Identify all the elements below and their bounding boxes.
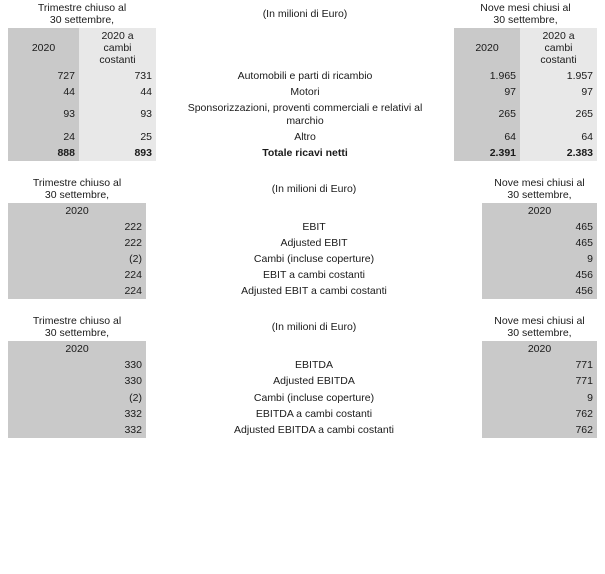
table1-r0-nconst: 1.957	[520, 68, 597, 84]
table1-r3-label: Altro	[164, 129, 446, 145]
table1-header-quarter-line2: 30 settembre,	[49, 14, 115, 27]
table1-r3-qconst: 25	[79, 129, 156, 145]
table1-subheader-n-constant-line3: costanti	[540, 54, 577, 67]
table3-gap-left	[146, 341, 154, 357]
table3-r0-q2020: 330	[8, 357, 146, 373]
table2-r2-gapl	[146, 251, 154, 267]
table2-r4-label: Adjusted EBIT a cambi costanti	[154, 283, 474, 299]
table2-header-quarter-line2: 30 settembre,	[44, 188, 110, 201]
table3-r3-gapr	[474, 406, 482, 422]
table3-r2-gapr	[474, 390, 482, 406]
table1-r4-label: Totale ricavi netti	[164, 145, 446, 161]
table3-r4-n2020: 762	[482, 422, 597, 438]
table-row	[8, 390, 597, 406]
table3-r0-gapl	[146, 357, 154, 373]
table3-header-quarter-line2: 30 settembre,	[44, 327, 110, 340]
table2-r2-q2020: (2)	[8, 251, 146, 267]
table3-r1-q2020: 330	[8, 373, 146, 389]
table2-r4-q2020: 224	[8, 283, 146, 299]
table2-header-nine-line1: Nove mesi chiusi al	[494, 176, 585, 189]
table2-r1-label: Adjusted EBIT	[154, 235, 474, 251]
table1-r3-nconst: 64	[520, 129, 597, 145]
table3-r2-n2020: 9	[482, 390, 597, 406]
table3-r3-q2020: 332	[8, 406, 146, 422]
table1-header-quarter-line1: Trimestre chiuso al	[37, 2, 127, 14]
table-gap-1	[0, 161, 605, 175]
table2-r0-q2020: 222	[8, 219, 146, 235]
table2-header-quarter-line1: Trimestre chiuso al	[32, 176, 122, 189]
table1-header-quarter	[8, 0, 156, 28]
table-row	[8, 129, 597, 145]
table3-r1-gapl	[146, 373, 154, 389]
table2-header-row	[8, 175, 597, 203]
table1-subheader-n-constant	[520, 28, 597, 68]
table2-r1-gapr	[474, 235, 482, 251]
table1-r2-q2020: 93	[8, 100, 79, 128]
table-row	[8, 100, 597, 128]
table-row	[8, 373, 597, 389]
table2-r3-n2020: 456	[482, 267, 597, 283]
table1-r2-gapr	[446, 100, 454, 128]
table2-gap-right	[474, 203, 482, 219]
table-row	[8, 406, 597, 422]
table3-header-nine-line1: Nove mesi chiusi al	[494, 315, 585, 328]
table1-r4-q2020: 888	[8, 145, 79, 161]
table2-r3-label: EBIT a cambi costanti	[154, 267, 474, 283]
table3-r4-q2020: 332	[8, 422, 146, 438]
table-row	[8, 357, 597, 373]
revenue-table	[8, 0, 597, 161]
table-row	[8, 84, 597, 100]
table1-header-nine-line1: Nove mesi chiusi al	[480, 2, 571, 14]
table1-subheader-q-constant	[79, 28, 156, 68]
table-row	[8, 267, 597, 283]
table1-r1-n2020: 97	[454, 84, 520, 100]
table2-r0-gapl	[146, 219, 154, 235]
table-gap-2	[0, 299, 605, 313]
table2-r3-q2020: 224	[8, 267, 146, 283]
table2-r0-label: EBIT	[154, 219, 474, 235]
table2-r4-gapr	[474, 283, 482, 299]
table1-r0-gapl	[156, 68, 164, 84]
table1-r0-gapr	[446, 68, 454, 84]
table3-r4-label: Adjusted EBITDA a cambi costanti	[154, 422, 474, 438]
table3-r4-gapr	[474, 422, 482, 438]
table2-r0-n2020: 465	[482, 219, 597, 235]
table3-r1-label: Adjusted EBITDA	[154, 373, 474, 389]
table3-r2-label: Cambi (incluse coperture)	[154, 390, 474, 406]
table2-r3-gapl	[146, 267, 154, 283]
table1-r1-q2020: 44	[8, 84, 79, 100]
table-row	[8, 283, 597, 299]
table2-subheader-q-year: 2020	[8, 203, 146, 219]
table1-subheader-q-constant-line3: costanti	[99, 54, 136, 67]
table-row	[8, 68, 597, 84]
table2-subheader-spacer	[154, 203, 474, 219]
table1-header-unit: (In milioni di Euro)	[156, 0, 454, 28]
table3-r2-gapl	[146, 390, 154, 406]
table3-r3-gapl	[146, 406, 154, 422]
table1-gap-right	[446, 28, 454, 68]
table3-gap-right	[474, 341, 482, 357]
table2-r4-n2020: 456	[482, 283, 597, 299]
table-row	[8, 235, 597, 251]
table1-subheader-n-constant-line1: 2020 a	[542, 30, 575, 43]
table3-header-unit: (In milioni di Euro)	[146, 313, 482, 341]
table3-r1-gapr	[474, 373, 482, 389]
table2-subheader-n-year: 2020	[482, 203, 597, 219]
table1-subheader-n-constant-line2: cambi	[544, 42, 573, 55]
table1-r1-label: Motori	[164, 84, 446, 100]
table3-header-quarter-line1: Trimestre chiuso al	[32, 315, 122, 328]
table3-r0-label: EBITDA	[154, 357, 474, 373]
table1-header-nine-line2: 30 settembre,	[493, 14, 558, 27]
table2-gap-left	[146, 203, 154, 219]
table2-r2-n2020: 9	[482, 251, 597, 267]
table2-header-quarter	[8, 175, 146, 203]
table3-header-quarter	[8, 313, 146, 341]
table1-r4-n2020: 2.391	[454, 145, 520, 161]
table-row	[8, 219, 597, 235]
table1-r1-nconst: 97	[520, 84, 597, 100]
table2-r0-gapr	[474, 219, 482, 235]
table3-r0-n2020: 771	[482, 357, 597, 373]
table-row	[8, 145, 597, 161]
table1-r0-n2020: 1.965	[454, 68, 520, 84]
table2-header-nine-line2: 30 settembre,	[507, 188, 572, 201]
table1-subheader-spacer	[164, 28, 446, 68]
table1-subheader-row	[8, 28, 597, 68]
table1-r2-gapl	[156, 100, 164, 128]
table1-r4-gapl	[156, 145, 164, 161]
table3-header-row	[8, 313, 597, 341]
table2-subheader-row	[8, 203, 597, 219]
table3-subheader-q-year: 2020	[8, 341, 146, 357]
table2-r2-gapr	[474, 251, 482, 267]
table2-r4-gapl	[146, 283, 154, 299]
table1-r1-gapr	[446, 84, 454, 100]
table3-subheader-row	[8, 341, 597, 357]
table1-r2-label: Sponsorizzazioni, proventi commerciali e relativi al marchio	[164, 100, 446, 128]
table2-r3-gapr	[474, 267, 482, 283]
table3-r2-q2020: (2)	[8, 390, 146, 406]
table1-header-row	[8, 0, 597, 28]
table3-r4-gapl	[146, 422, 154, 438]
table1-r4-nconst: 2.383	[520, 145, 597, 161]
table1-r3-q2020: 24	[8, 129, 79, 145]
table-row	[8, 251, 597, 267]
ebitda-table	[8, 313, 597, 438]
table1-r2-n2020: 265	[454, 100, 520, 128]
table1-r1-qconst: 44	[79, 84, 156, 100]
table3-header-nine-line2: 30 settembre,	[507, 327, 572, 340]
table-row	[8, 422, 597, 438]
table1-subheader-q-constant-line1: 2020 a	[101, 30, 134, 43]
table1-header-nine	[454, 0, 597, 28]
table2-r1-gapl	[146, 235, 154, 251]
table3-r3-n2020: 762	[482, 406, 597, 422]
table3-r0-gapr	[474, 357, 482, 373]
table2-r1-n2020: 465	[482, 235, 597, 251]
table2-r1-q2020: 222	[8, 235, 146, 251]
table1-r2-nconst: 265	[520, 100, 597, 128]
table1-r4-qconst: 893	[79, 145, 156, 161]
table3-r3-label: EBITDA a cambi costanti	[154, 406, 474, 422]
table2-header-nine	[482, 175, 597, 203]
table2-r2-label: Cambi (incluse coperture)	[154, 251, 474, 267]
table1-r0-label: Automobili e parti di ricambio	[164, 68, 446, 84]
table1-r1-gapl	[156, 84, 164, 100]
table1-r0-qconst: 731	[79, 68, 156, 84]
table1-r4-gapr	[446, 145, 454, 161]
table1-r3-gapl	[156, 129, 164, 145]
table1-r3-n2020: 64	[454, 129, 520, 145]
table2-header-unit: (In milioni di Euro)	[146, 175, 482, 203]
table1-subheader-q-year: 2020	[8, 28, 79, 68]
ebit-table	[8, 175, 597, 300]
table1-r3-gapr	[446, 129, 454, 145]
table1-r0-q2020: 727	[8, 68, 79, 84]
table3-header-nine	[482, 313, 597, 341]
table3-subheader-spacer	[154, 341, 474, 357]
table1-gap-left	[156, 28, 164, 68]
table1-subheader-n-year: 2020	[454, 28, 520, 68]
table1-r2-qconst: 93	[79, 100, 156, 128]
table3-subheader-n-year: 2020	[482, 341, 597, 357]
table3-r1-n2020: 771	[482, 373, 597, 389]
table1-subheader-q-constant-line2: cambi	[103, 42, 132, 55]
